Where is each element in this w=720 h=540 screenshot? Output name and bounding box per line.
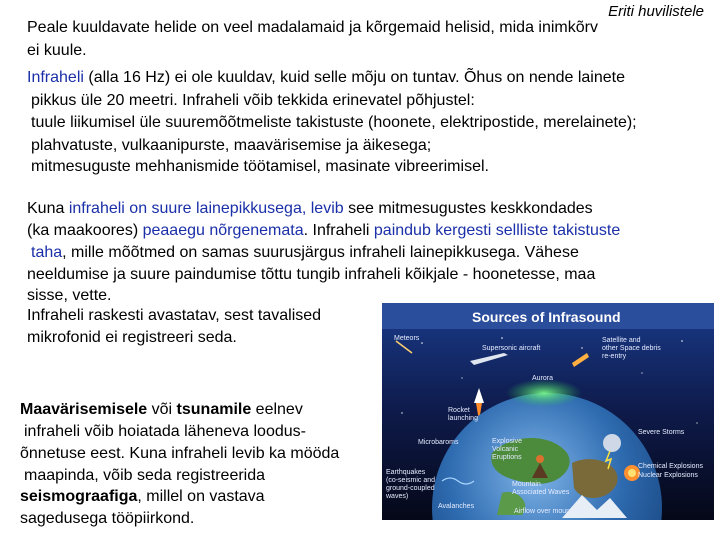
label-chemical: Chemical Explosions — [638, 463, 703, 470]
para1-line2: ei kuule. — [27, 42, 87, 59]
para3-line6: Infraheli raskesti avastatav, sest tavalised — [27, 307, 322, 324]
para4-line4: maapinda, võib seda registreerida — [24, 467, 266, 484]
para3-l2-c: . Infraheli — [303, 222, 374, 239]
para4-line5 — [20, 487, 265, 507]
label-microbaroms: Microbaroms — [418, 439, 459, 446]
para3-line7: mikrofonid ei registreeri seda. — [27, 329, 237, 346]
label-rocket-1: Rocket — [448, 407, 470, 414]
term-maavarisemisele: Maavärisemisele — [20, 401, 148, 418]
para3-l2-a: (ka maakoores) — [27, 222, 143, 239]
label-earthquakes-2: (co-seismic and — [386, 477, 436, 484]
label-satellites-2: other Space debris — [602, 345, 661, 352]
label-supersonic: Supersonic aircraft — [482, 345, 541, 352]
term-tsunamile: tsunamile — [176, 401, 252, 418]
label-aurora: Aurora — [532, 375, 554, 382]
storm-icon — [603, 434, 621, 452]
label-explosive-2: Volcanic — [492, 446, 519, 453]
para3-l3-rest: , mille mõõtmed on samas suurusjärgus infraheli lainepikkusega. Vähese — [62, 244, 579, 261]
label-nuclear: Nuclear Explosions — [638, 472, 698, 479]
para4-line3: õnnetuse eest. Kuna infraheli levib ka mööda — [20, 445, 340, 462]
label-explosive-1: Explosive — [492, 438, 522, 445]
aurora-glow — [506, 379, 582, 407]
para3-l1-highlight: infraheli on suure lainepikkusega, levib — [68, 200, 344, 217]
label-rocket-2: launching — [448, 415, 478, 422]
label-avalanches: Avalanches — [438, 503, 475, 510]
para3-line5: sisse, vette. — [27, 287, 112, 304]
para4-line2: infraheli võib hoiatada läheneva loodus- — [24, 423, 306, 440]
para1-line1: Peale kuuldavate helide on veel madalamaid ja kõrgemaid helisid, mida inimkõrv — [27, 19, 598, 36]
para2-line3: tuule liikumisel üle suuremõõtmeliste takistuste (hoonete, elektripostide, merelainete); — [31, 114, 637, 131]
label-explosive-3: Eruptions — [492, 454, 522, 461]
para3-l2-highlight: peaaegu nõrgenemata — [142, 222, 304, 239]
para2-line4: plahvatuste, vulkaanipurste, maavärisemise ja äikesega; — [31, 137, 432, 154]
para3-line4: neeldumise ja suure paindumise tõttu tungib infraheli kõikjale - hoonetesse, maa — [27, 266, 596, 283]
label-satellites-1: Satellite and — [602, 337, 641, 344]
label-satellites-3: re-entry — [602, 353, 627, 360]
para3-l2-highlight2: paindub kergesti sellliste takistuste — [373, 222, 621, 239]
label-earthquakes-4: waves) — [386, 493, 409, 500]
para3-l3-highlight: taha — [31, 244, 63, 261]
para3-line3 — [31, 243, 579, 263]
corner-heading: Eriti huvilistele — [608, 3, 704, 20]
label-mountain-2: Associated Waves — [512, 489, 570, 496]
term-seismograaf: seismograafiga — [20, 488, 138, 505]
para3-l1-a: Kuna — [27, 200, 69, 217]
para4-line1 — [20, 400, 303, 420]
para2-line1-rest: (alla 16 Hz) ei ole kuuldav, kuid selle mõju on tuntav. Õhus on nende lainete — [83, 69, 625, 86]
label-severe-storms: Severe Storms — [638, 429, 685, 436]
label-mountain-1: Mountain — [512, 481, 541, 488]
para4-line6: sagedusega tööpiirkond. — [20, 510, 195, 527]
label-earthquakes-3: ground-coupled — [386, 485, 435, 492]
para2-line2: pikkus üle 20 meetri. Infraheli võib tekkida erinevatel põhjustel: — [31, 92, 475, 109]
para4-l1-b: või — [147, 401, 177, 418]
para2-line5: mitmesuguste mehhanismide töötamisel, masinate vibreerimisel. — [31, 158, 489, 175]
label-meteors: Meteors — [394, 335, 420, 342]
para3-line2 — [27, 221, 620, 241]
label-earthquakes-1: Earthquakes — [386, 469, 426, 476]
para3-line1 — [27, 199, 593, 219]
label-airflow: Airflow over mountains — [514, 508, 585, 515]
para4-l1-d: eelnev — [251, 401, 303, 418]
para2-line1 — [27, 68, 625, 88]
para3-l1-c: see mitmesugustes keskkondades — [343, 200, 593, 217]
term-infraheli: Infraheli — [27, 69, 84, 86]
para4-l5-rest: , millel on vastava — [137, 488, 265, 505]
infrasound-sources-figure — [382, 303, 714, 520]
infographic-title: Sources of Infrasound — [472, 309, 621, 325]
